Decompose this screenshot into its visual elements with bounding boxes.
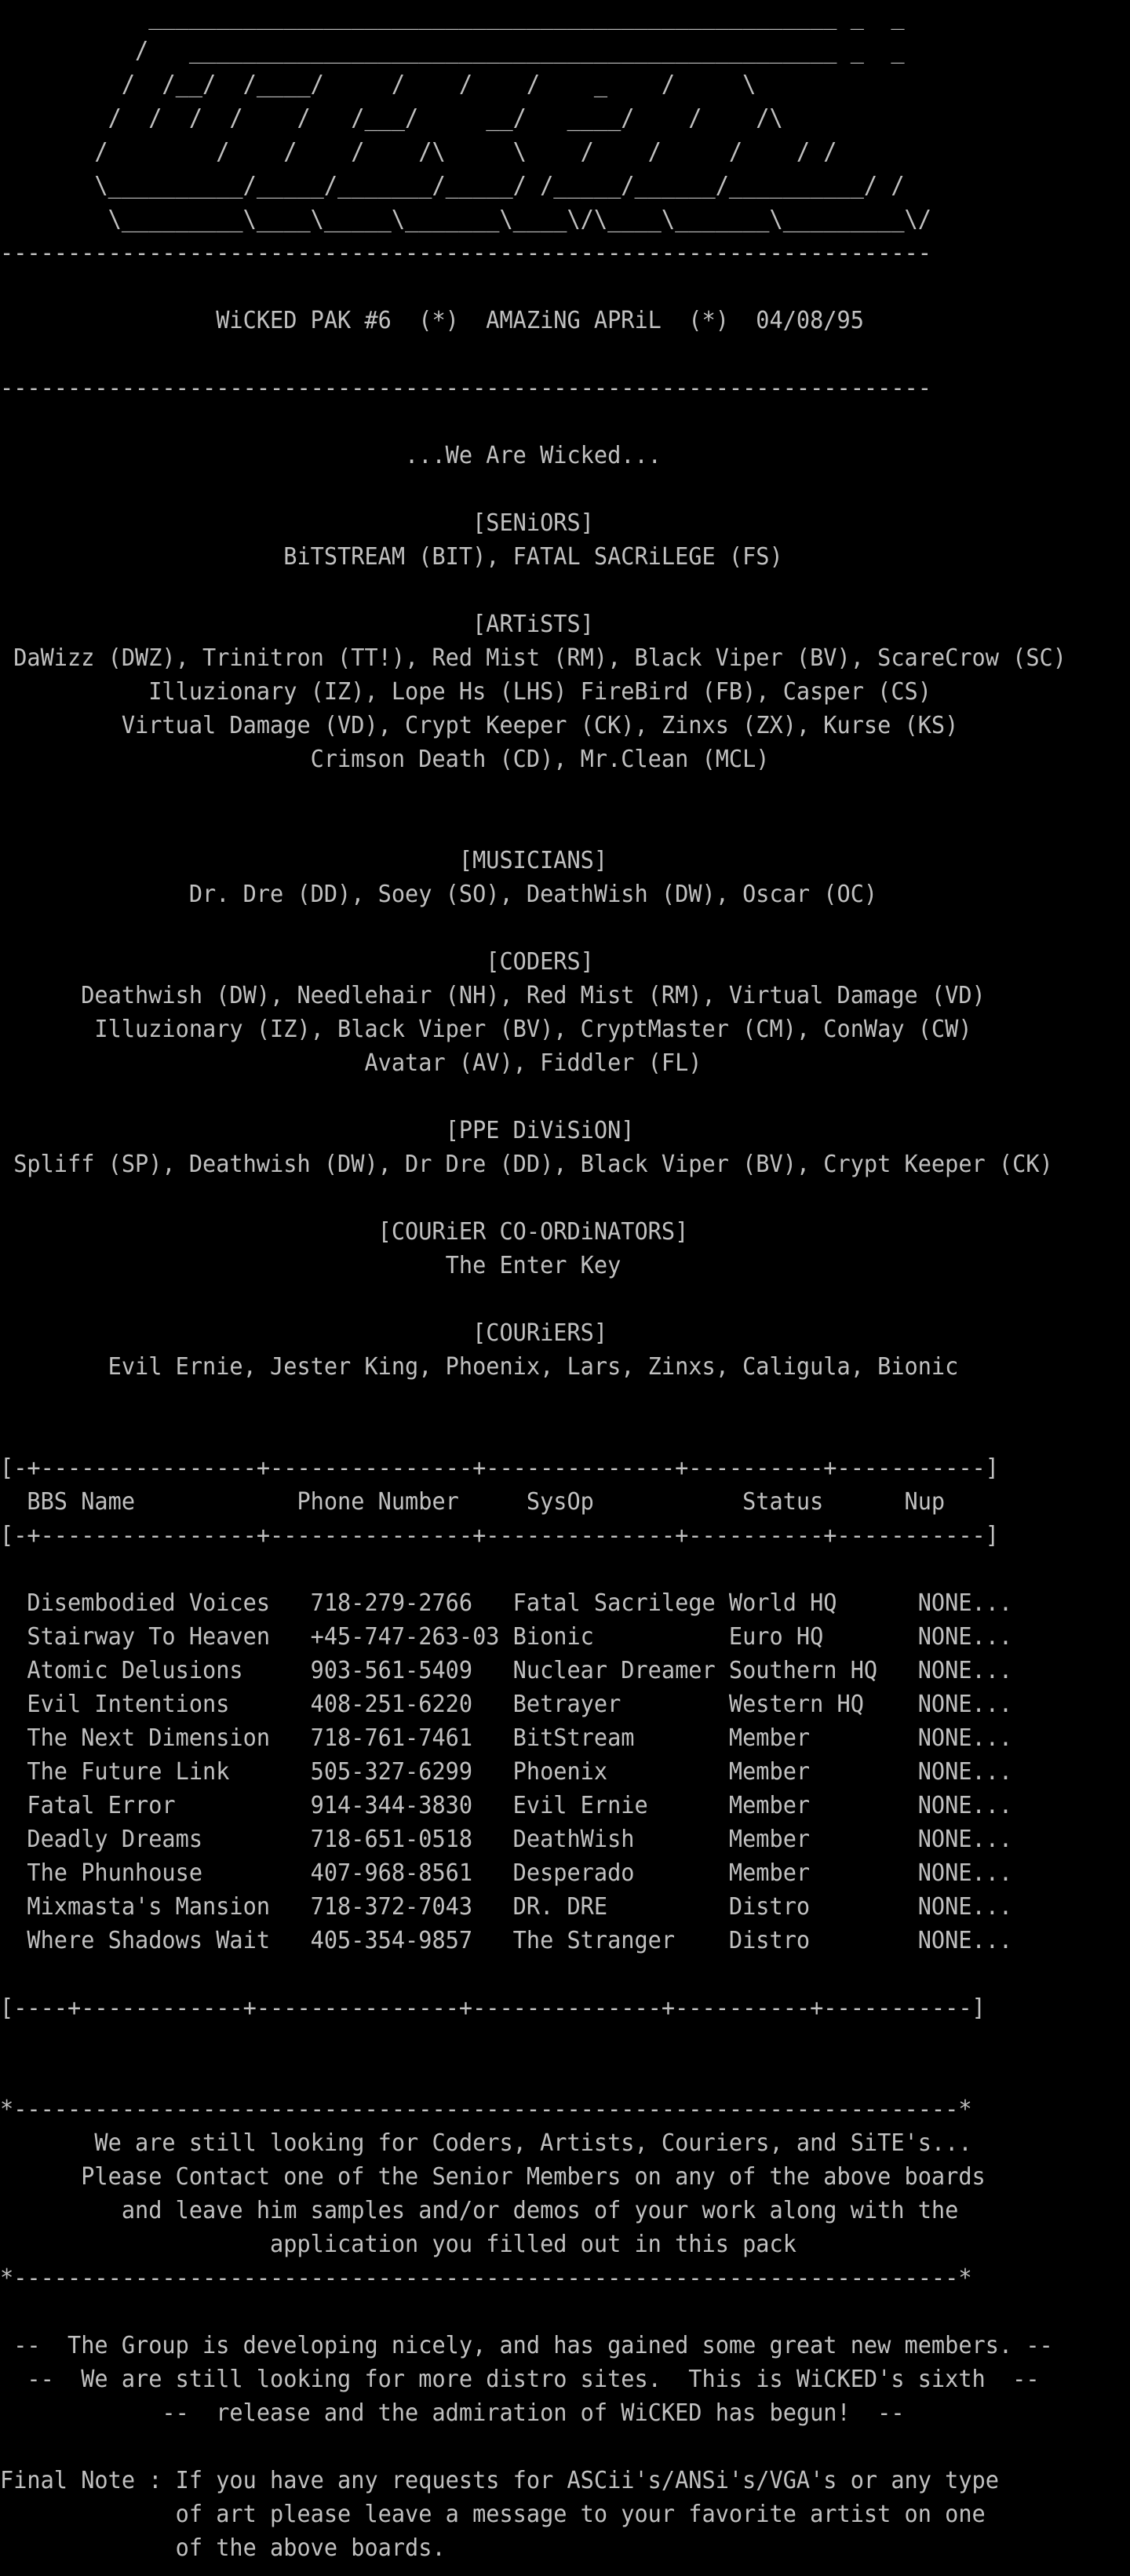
star-rule: *----------------------------------------------------------------------* [0, 2096, 972, 2123]
artists-line: DaWizz (DWZ), Trinitron (TT!), Red Mist (RM), Black Viper (BV), ScareCrow (SC) [0, 644, 1066, 672]
bbs-table-row: The Future Link 505-327-6299 Phoenix Member NONE... [0, 1758, 1013, 1786]
wicked-logo-line: / ________________________________________________ _ _ [0, 37, 905, 64]
wicked-logo-line: \__________/_____/_______/_____/ /_____/______/__________/ / [0, 172, 905, 199]
wicked-logo-line: \_________\____\_____\_______\____\/\____\_______\_________\/ [0, 206, 931, 233]
final-note-line: Final Note : If you have any requests for ASCii's/ANSi's/VGA's or any type [0, 2467, 999, 2494]
bbs-table-row: Where Shadows Wait 405-354-9857 The Stranger Distro NONE... [0, 1927, 1013, 1954]
coders-line: Avatar (AV), Fiddler (FL) [0, 1049, 702, 1077]
star-rule: *----------------------------------------------------------------------* [0, 2264, 972, 2292]
table-top-border: [-+----------------+---------------+--------------+----------+-----------] [0, 1454, 999, 1482]
recruit-message-line: application you filled out in this pack [0, 2231, 796, 2258]
dash-rule: --------------------------------------------------------------------- [0, 239, 931, 267]
final-note-line: of art please leave a message to your favorite artist on one [0, 2501, 986, 2528]
artists-heading: [ARTiSTS] [0, 611, 594, 638]
artists-line: Illuzionary (IZ), Lope Hs (LHS) FireBird (FB), Casper (CS) [0, 678, 931, 706]
ppe-division-line: Spliff (SP), Deathwish (DW), Dr Dre (DD), Black Viper (BV), Crypt Keeper (CK) [0, 1151, 1053, 1178]
coders-line: Deathwish (DW), Needlehair (NH), Red Mist (RM), Virtual Damage (VD) [0, 982, 986, 1009]
dash-rule: --------------------------------------------------------------------- [0, 374, 931, 402]
bbs-table-row: The Next Dimension 718-761-7461 BitStream Member NONE... [0, 1724, 1013, 1752]
release-banner: WiCKED PAK #6 (*) AMAZiNG APRiL (*) 04/08/95 [0, 307, 864, 334]
courier-coordinators-line: The Enter Key [0, 1252, 622, 1279]
musicians-line: Dr. Dre (DD), Soey (SO), DeathWish (DW), Oscar (OC) [0, 881, 878, 908]
bbs-table-row: Fatal Error 914-344-3830 Evil Ernie Member NONE... [0, 1792, 1013, 1819]
bbs-table-row: The Phunhouse 407-968-8561 Desperado Member NONE... [0, 1859, 1013, 1887]
wicked-logo-line: / / / / / /___/ __/ ____/ / /\ [0, 104, 783, 132]
final-note-line: of the above boards. [0, 2534, 446, 2562]
bbs-table-row: Deadly Dreams 718-651-0518 DeathWish Member NONE... [0, 1826, 1013, 1853]
seniors-heading: [SENiORS] [0, 509, 594, 537]
wicked-logo-line: ___________________________________________________ _ _ [0, 3, 905, 31]
wicked-logo-line: / /__/ /____/ / / / _ / \ [0, 71, 756, 98]
ppe-division-heading: [PPE DiViSiON] [0, 1117, 635, 1144]
artists-line: Crimson Death (CD), Mr.Clean (MCL) [0, 746, 770, 773]
group-news-line: -- release and the admiration of WiCKED has begun! -- [0, 2399, 905, 2427]
artists-line: Virtual Damage (VD), Crypt Keeper (CK), Zinxs (ZX), Kurse (KS) [0, 712, 959, 739]
courier-coordinators-heading: [COURiER CO-ORDiNATORS] [0, 1218, 689, 1246]
bbs-table-header: BBS Name Phone Number SysOp Status Nup [0, 1488, 946, 1516]
musicians-heading: [MUSICIANS] [0, 847, 608, 874]
couriers-line: Evil Ernie, Jester King, Phoenix, Lars, Zinxs, Caligula, Bionic [0, 1353, 959, 1381]
group-tagline: ...We Are Wicked... [0, 442, 662, 469]
recruit-message-line: We are still looking for Coders, Artists, Couriers, and SiTE's... [0, 2129, 972, 2157]
bbs-table-row: Mixmasta's Mansion 718-372-7043 DR. DRE Distro NONE... [0, 1893, 1013, 1921]
table-bottom-border: [----+------------+---------------+--------------+----------+-----------] [0, 1994, 986, 2022]
group-news-line: -- The Group is developing nicely, and has gained some great new members. -- [0, 2332, 1053, 2359]
coders-heading: [CODERS] [0, 948, 594, 976]
recruit-message-line: and leave him samples and/or demos of your work along with the [0, 2197, 959, 2224]
coders-line: Illuzionary (IZ), Black Viper (BV), CryptMaster (CM), ConWay (CW) [0, 1016, 972, 1043]
bbs-table-row: Stairway To Heaven +45-747-263-03 Bionic Euro HQ NONE... [0, 1623, 1013, 1651]
recruit-message-line: Please Contact one of the Senior Members on any of the above boards [0, 2163, 986, 2191]
wicked-logo-line: / / / / /\ \ / / / / / [0, 138, 837, 166]
seniors-line: BiTSTREAM (BIT), FATAL SACRiLEGE (FS) [0, 543, 783, 571]
group-news-line: -- We are still looking for more distro sites. This is WiCKED's sixth -- [0, 2366, 1040, 2393]
bbs-table-row: Atomic Delusions 903-561-5409 Nuclear Dreamer Southern HQ NONE... [0, 1657, 1013, 1684]
bbs-table-row: Disembodied Voices 718-279-2766 Fatal Sacrilege World HQ NONE... [0, 1589, 1013, 1617]
couriers-heading: [COURiERS] [0, 1319, 608, 1347]
table-header-border: [-+----------------+---------------+--------------+----------+-----------] [0, 1522, 999, 1549]
bbs-table-row: Evil Intentions 408-251-6220 Betrayer Western HQ NONE... [0, 1691, 1013, 1718]
